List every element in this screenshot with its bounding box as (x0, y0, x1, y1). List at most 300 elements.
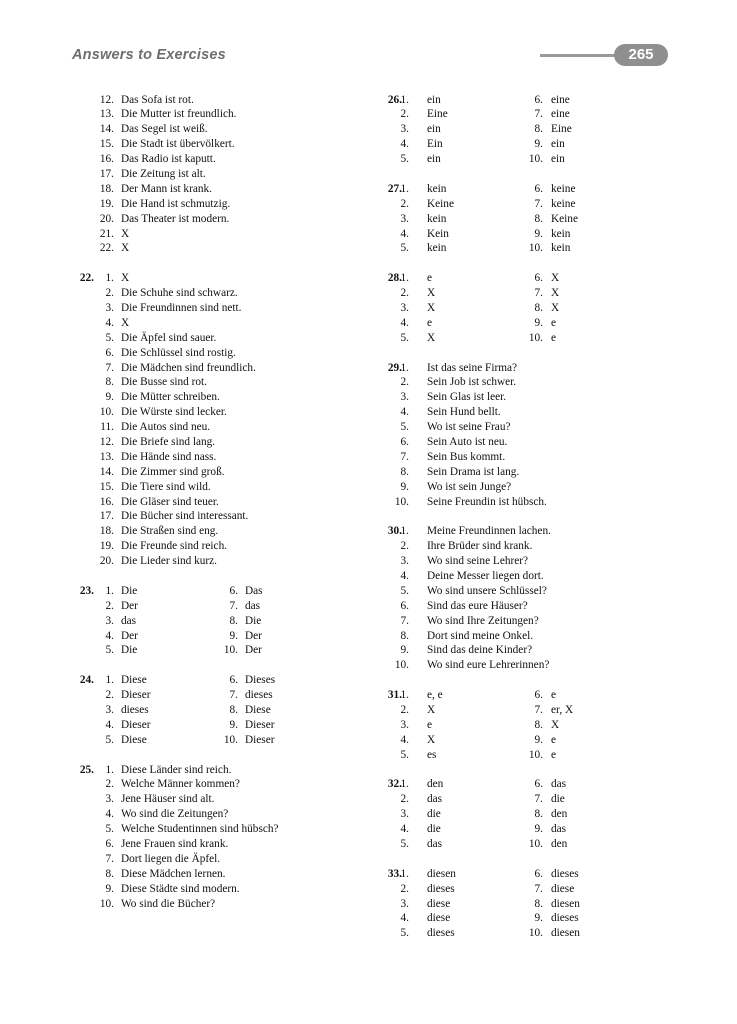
item-number: 1. (400, 689, 409, 702)
answer-text: Die Schlüssel sind rostig. (121, 346, 236, 359)
answer-text: Wo sind die Bücher? (121, 897, 216, 910)
item-number: 5. (400, 748, 409, 761)
answer-text: Die Zimmer sind groß. (121, 465, 225, 478)
item-number: 13. (99, 108, 114, 121)
item-number: 2. (105, 778, 114, 791)
item-number: 4. (105, 808, 114, 821)
answer-text: Welche Studentinnen sind hübsch? (121, 823, 279, 836)
answer-text: Die Freunde sind reich. (121, 540, 228, 553)
item-number: 3. (105, 793, 114, 806)
answer-text: eine (551, 108, 570, 121)
answer-text: Sein Drama ist lang. (427, 465, 520, 478)
answer-row (0, 212, 370, 227)
item-number: 6. (105, 346, 114, 359)
answer-row (0, 93, 370, 108)
answer-text: e (427, 272, 433, 285)
answer-text: X (427, 331, 436, 344)
answer-row (0, 465, 370, 480)
answer-text: Welche Männer kommen? (121, 778, 240, 791)
answer-text: den (427, 778, 444, 791)
answer-row (0, 688, 370, 703)
answer-text: Die Autos sind neu. (121, 421, 211, 434)
item-number: 2. (400, 793, 409, 806)
block-spacer (0, 748, 370, 763)
answer-row (368, 688, 737, 703)
answer-text: Wo ist sein Junge? (427, 480, 512, 493)
answer-row (0, 316, 370, 331)
answer-row (368, 733, 737, 748)
item-number: 4. (400, 138, 409, 151)
answer-row (0, 480, 370, 495)
answer-text: X (427, 301, 436, 314)
item-number: 9. (229, 718, 238, 731)
answer-row (368, 822, 737, 837)
exercise-block (368, 361, 737, 510)
item-number: 16. (99, 153, 114, 166)
answer-text: e (427, 718, 433, 731)
exercise-block (368, 524, 737, 673)
answer-row (368, 495, 737, 510)
answer-row (368, 643, 737, 658)
answer-row (368, 629, 737, 644)
answer-text: e (551, 331, 557, 344)
answer-text: Wo sind seine Lehrer? (427, 555, 529, 568)
answer-row (0, 107, 370, 122)
item-number: 2. (400, 108, 409, 121)
answer-row (368, 107, 737, 122)
item-number: 3. (105, 704, 114, 717)
answer-text: Der (121, 629, 138, 642)
answer-text: Dieser (245, 733, 275, 746)
answer-text: X (121, 272, 130, 285)
answer-text: X (551, 718, 560, 731)
answer-row (0, 197, 370, 212)
answer-text: diese (427, 912, 451, 925)
answer-text: Die Lieder sind kurz. (121, 555, 217, 568)
answer-text: ein (551, 153, 565, 166)
answer-text: das (121, 614, 137, 627)
answer-row (0, 361, 370, 376)
item-number: 10. (528, 927, 543, 940)
item-number: 5. (105, 331, 114, 344)
exercise-number: 29. (387, 361, 402, 374)
answer-text: Eine (551, 123, 572, 136)
answer-text: diesen (551, 927, 580, 940)
block-spacer (368, 346, 737, 361)
item-number: 2. (105, 287, 114, 300)
item-number: 15. (99, 138, 114, 151)
answer-text: Seine Freundin ist hübsch. (427, 495, 547, 508)
answer-text: Keine (551, 212, 578, 225)
item-number: 12. (99, 435, 114, 448)
answer-text: Jene Häuser sind alt. (121, 793, 215, 806)
block-spacer (368, 763, 737, 778)
item-number: 9. (534, 823, 543, 836)
answer-row (0, 763, 370, 778)
answer-text: diese (551, 882, 575, 895)
answer-row (368, 375, 737, 390)
item-number: 3. (105, 614, 114, 627)
answer-text: keine (551, 197, 576, 210)
answer-row (368, 897, 737, 912)
answer-text: ein (427, 123, 441, 136)
answer-text: Das Theater ist modern. (121, 212, 230, 225)
answer-row (0, 271, 370, 286)
answer-text: X (427, 733, 436, 746)
answer-text: ein (427, 153, 441, 166)
item-number: 10. (528, 838, 543, 851)
answer-row (0, 822, 370, 837)
item-number: 22. (99, 242, 114, 255)
answer-text: Diese (121, 733, 147, 746)
answer-text: dieses (121, 704, 149, 717)
item-number: 8. (400, 465, 409, 478)
answer-text: Wo sind eure Lehrerinnen? (427, 659, 550, 672)
answer-text: dieses (427, 882, 455, 895)
exercise-number: 25. (79, 763, 94, 776)
answer-text: e, e (427, 689, 443, 702)
answer-text: dieses (427, 927, 455, 940)
answer-text: das (245, 599, 261, 612)
item-number: 1. (105, 584, 114, 597)
answer-row (368, 390, 737, 405)
answer-text: das (551, 823, 567, 836)
item-number: 8. (229, 704, 238, 717)
item-number: 5. (105, 644, 114, 657)
answer-text: Sind das eure Häuser? (427, 599, 528, 612)
item-number: 7. (534, 287, 543, 300)
answer-row (368, 584, 737, 599)
item-number: 1. (400, 93, 409, 106)
answer-row (368, 599, 737, 614)
answer-text: Dieser (121, 689, 151, 702)
answer-text: kein (427, 242, 447, 255)
exercise-number: 32. (387, 778, 402, 791)
item-number: 2. (400, 704, 409, 717)
item-number: 4. (105, 718, 114, 731)
answer-row (0, 643, 370, 658)
answer-text: er, X (551, 704, 574, 717)
answer-text: Sein Glas ist leer. (427, 391, 507, 404)
answer-text: Die Zeitung ist alt. (121, 167, 206, 180)
item-number: 6. (534, 867, 543, 880)
answer-row (368, 718, 737, 733)
answer-text: Sein Bus kommt. (427, 450, 506, 463)
item-number: 3. (400, 897, 409, 910)
answer-text: Dieses (245, 674, 276, 687)
item-number: 10. (99, 406, 114, 419)
exercise-block (368, 93, 737, 167)
item-number: 6. (534, 272, 543, 285)
item-number: 1. (400, 778, 409, 791)
item-number: 19. (99, 540, 114, 553)
answer-row (0, 852, 370, 867)
answer-row (368, 435, 737, 450)
exercise-number: 26. (387, 93, 402, 106)
answer-row (368, 241, 737, 256)
answer-text: e (551, 316, 557, 329)
answer-text: Der (121, 599, 138, 612)
item-number: 4. (400, 227, 409, 240)
answer-row (0, 227, 370, 242)
answer-row (368, 554, 737, 569)
answer-text: ein (551, 138, 565, 151)
answer-text: Ist das seine Firma? (427, 361, 518, 374)
exercise-block (0, 93, 370, 257)
item-number: 7. (534, 108, 543, 121)
item-number: 9. (534, 733, 543, 746)
answer-row (0, 733, 370, 748)
item-number: 12. (99, 93, 114, 106)
answer-text: Wo sind die Zeitungen? (121, 808, 229, 821)
item-number: 7. (534, 197, 543, 210)
item-number: 2. (400, 197, 409, 210)
item-number: 9. (400, 480, 409, 493)
answer-text: Die (121, 644, 138, 657)
item-number: 10. (223, 733, 238, 746)
answer-text: e (427, 316, 433, 329)
item-number: 1. (105, 763, 114, 776)
answer-text: Keine (427, 197, 454, 210)
answer-text: e (551, 733, 557, 746)
answer-text: Die Hände sind nass. (121, 450, 217, 463)
answer-row (0, 509, 370, 524)
answer-text: e (551, 689, 557, 702)
item-number: 7. (105, 361, 114, 374)
item-number: 8. (534, 123, 543, 136)
answer-text: die (427, 823, 441, 836)
answer-text: Die Mädchen sind freundlich. (121, 361, 256, 374)
answer-text: Diese (245, 704, 271, 717)
answer-row (368, 137, 737, 152)
answer-text: den (551, 838, 568, 851)
answer-row (0, 718, 370, 733)
exercise-block (0, 271, 370, 569)
answer-row (0, 837, 370, 852)
answer-row (368, 524, 737, 539)
answer-text: X (121, 316, 130, 329)
item-number: 10. (528, 748, 543, 761)
answer-text: kein (551, 242, 571, 255)
answer-text: Dieser (121, 718, 151, 731)
answer-row (368, 122, 737, 137)
item-number: 2. (400, 540, 409, 553)
item-number: 4. (400, 733, 409, 746)
item-number: 1. (400, 867, 409, 880)
answer-text: Meine Freundinnen lachen. (427, 525, 551, 538)
left-answer-column (0, 93, 370, 912)
exercise-block (368, 688, 737, 762)
exercise-block (0, 673, 370, 747)
exercise-block (368, 777, 737, 851)
answer-text: Die Tiere sind wild. (121, 480, 211, 493)
item-number: 3. (400, 718, 409, 731)
answer-text: Der Mann ist krank. (121, 182, 212, 195)
item-number: 17. (99, 167, 114, 180)
answer-text: Deine Messer liegen dort. (427, 570, 544, 582)
answer-row (368, 926, 737, 941)
answer-text: X (551, 287, 560, 300)
answer-row (0, 450, 370, 465)
answer-text: X (427, 704, 436, 717)
answer-text: Die Briefe sind lang. (121, 435, 216, 448)
answer-row (368, 837, 737, 852)
answer-text: Sein Hund bellt. (427, 406, 501, 419)
exercise-number: 28. (387, 272, 402, 285)
item-number: 7. (229, 689, 238, 702)
answer-row (0, 375, 370, 390)
answer-row (368, 301, 737, 316)
answer-row (368, 792, 737, 807)
answer-row (0, 629, 370, 644)
answer-row (368, 465, 737, 480)
answer-text: Kein (427, 227, 449, 240)
item-number: 4. (105, 316, 114, 329)
item-number: 7. (534, 704, 543, 717)
item-number: 10. (528, 331, 543, 344)
answer-row (0, 777, 370, 792)
item-number: 6. (229, 674, 238, 687)
answer-text: Dort sind meine Onkel. (427, 629, 534, 642)
item-number: 10. (223, 644, 238, 657)
block-spacer (368, 509, 737, 524)
answer-row (368, 152, 737, 167)
block-spacer (368, 673, 737, 688)
answer-row (368, 748, 737, 763)
item-number: 7. (400, 450, 409, 463)
item-number: 9. (534, 138, 543, 151)
item-number: 3. (400, 123, 409, 136)
answer-text: die (427, 808, 441, 821)
answer-text: X (121, 227, 130, 240)
answer-row (368, 227, 737, 242)
answer-text: Die Freundinnen sind nett. (121, 301, 242, 314)
item-number: 8. (229, 614, 238, 627)
answer-text: Die Stadt ist übervölkert. (121, 138, 235, 151)
exercise-block (0, 584, 370, 658)
answer-text: Wo sind unsere Schlüssel? (427, 584, 547, 597)
answer-row (0, 524, 370, 539)
answer-text: Die Würste sind lecker. (121, 406, 227, 419)
answer-row (368, 450, 737, 465)
item-number: 4. (400, 912, 409, 925)
item-number: 3. (105, 301, 114, 314)
item-number: 5. (400, 927, 409, 940)
answer-row (368, 420, 737, 435)
item-number: 2. (105, 599, 114, 612)
answer-row (0, 882, 370, 897)
item-number: 4. (400, 316, 409, 329)
answer-text: keine (551, 182, 576, 195)
exercise-number: 24. (79, 674, 94, 687)
answer-row (368, 539, 737, 554)
item-number: 10. (99, 897, 114, 910)
item-number: 20. (99, 212, 114, 225)
answer-text: Die Straßen sind eng. (121, 525, 219, 538)
answer-text: X (551, 301, 560, 314)
answer-row (368, 331, 737, 346)
answer-row (368, 703, 737, 718)
item-number: 5. (400, 242, 409, 255)
item-number: 14. (99, 123, 114, 136)
answer-row (368, 271, 737, 286)
answer-text: kein (427, 182, 447, 195)
answer-text: das (427, 838, 443, 851)
answer-text: Der (245, 629, 262, 642)
item-number: 8. (534, 897, 543, 910)
exercise-number: 31. (387, 689, 402, 702)
item-number: 6. (229, 584, 238, 597)
answer-text: Sein Job ist schwer. (427, 376, 517, 389)
answer-text: Das (245, 584, 263, 597)
item-number: 9. (534, 316, 543, 329)
exercise-number: 27. (387, 182, 402, 195)
item-number: 4. (105, 629, 114, 642)
answer-text: Wo sind Ihre Zeitungen? (427, 614, 539, 627)
answer-text: Diese Städte sind modern. (121, 882, 240, 895)
answer-row (368, 182, 737, 197)
item-number: 5. (400, 584, 409, 597)
answer-text: Die Schuhe sind schwarz. (121, 287, 238, 300)
item-number: 8. (534, 212, 543, 225)
answer-row (0, 301, 370, 316)
item-number: 1. (105, 272, 114, 285)
item-number: 2. (400, 882, 409, 895)
item-number: 8. (105, 867, 114, 880)
answer-text: Die (245, 614, 262, 627)
item-number: 10. (394, 659, 409, 672)
answer-row (368, 911, 737, 926)
answer-row (368, 569, 737, 584)
item-number: 5. (105, 823, 114, 836)
answer-text: den (551, 808, 568, 821)
answer-row (368, 405, 737, 420)
answer-text: das (427, 793, 443, 806)
answer-row (368, 212, 737, 227)
answer-text: Die Bücher sind interessant. (121, 510, 249, 523)
answer-text: Ihre Brüder sind krank. (427, 540, 533, 553)
page-number-badge: 265 (614, 44, 668, 66)
item-number: 17. (99, 510, 114, 523)
exercise-block (368, 271, 737, 345)
item-number: 5. (400, 838, 409, 851)
answer-row (368, 777, 737, 792)
answer-text: Das Segel ist weiß. (121, 123, 208, 136)
item-number: 7. (534, 793, 543, 806)
answer-row (0, 405, 370, 420)
right-answer-column (368, 93, 737, 942)
answer-text: Die Busse sind rot. (121, 376, 207, 389)
answer-text: kein (551, 227, 571, 240)
item-number: 5. (400, 153, 409, 166)
answer-text: Jene Frauen sind krank. (121, 838, 229, 851)
answer-row (0, 703, 370, 718)
answer-row (0, 122, 370, 137)
answer-row (0, 137, 370, 152)
answer-row (0, 897, 370, 912)
answer-text: diese (427, 897, 451, 910)
item-number: 4. (400, 406, 409, 419)
item-number: 1. (400, 272, 409, 285)
answer-text: Die Gläser sind teuer. (121, 495, 219, 508)
answer-row (0, 331, 370, 346)
answer-text: diesen (427, 867, 456, 880)
answer-text: Die Äpfel sind sauer. (121, 331, 217, 344)
answer-text: Das Radio ist kaputt. (121, 153, 216, 166)
answer-text: X (551, 272, 560, 285)
answer-text: Die Hand ist schmutzig. (121, 197, 231, 210)
item-number: 3. (400, 555, 409, 568)
